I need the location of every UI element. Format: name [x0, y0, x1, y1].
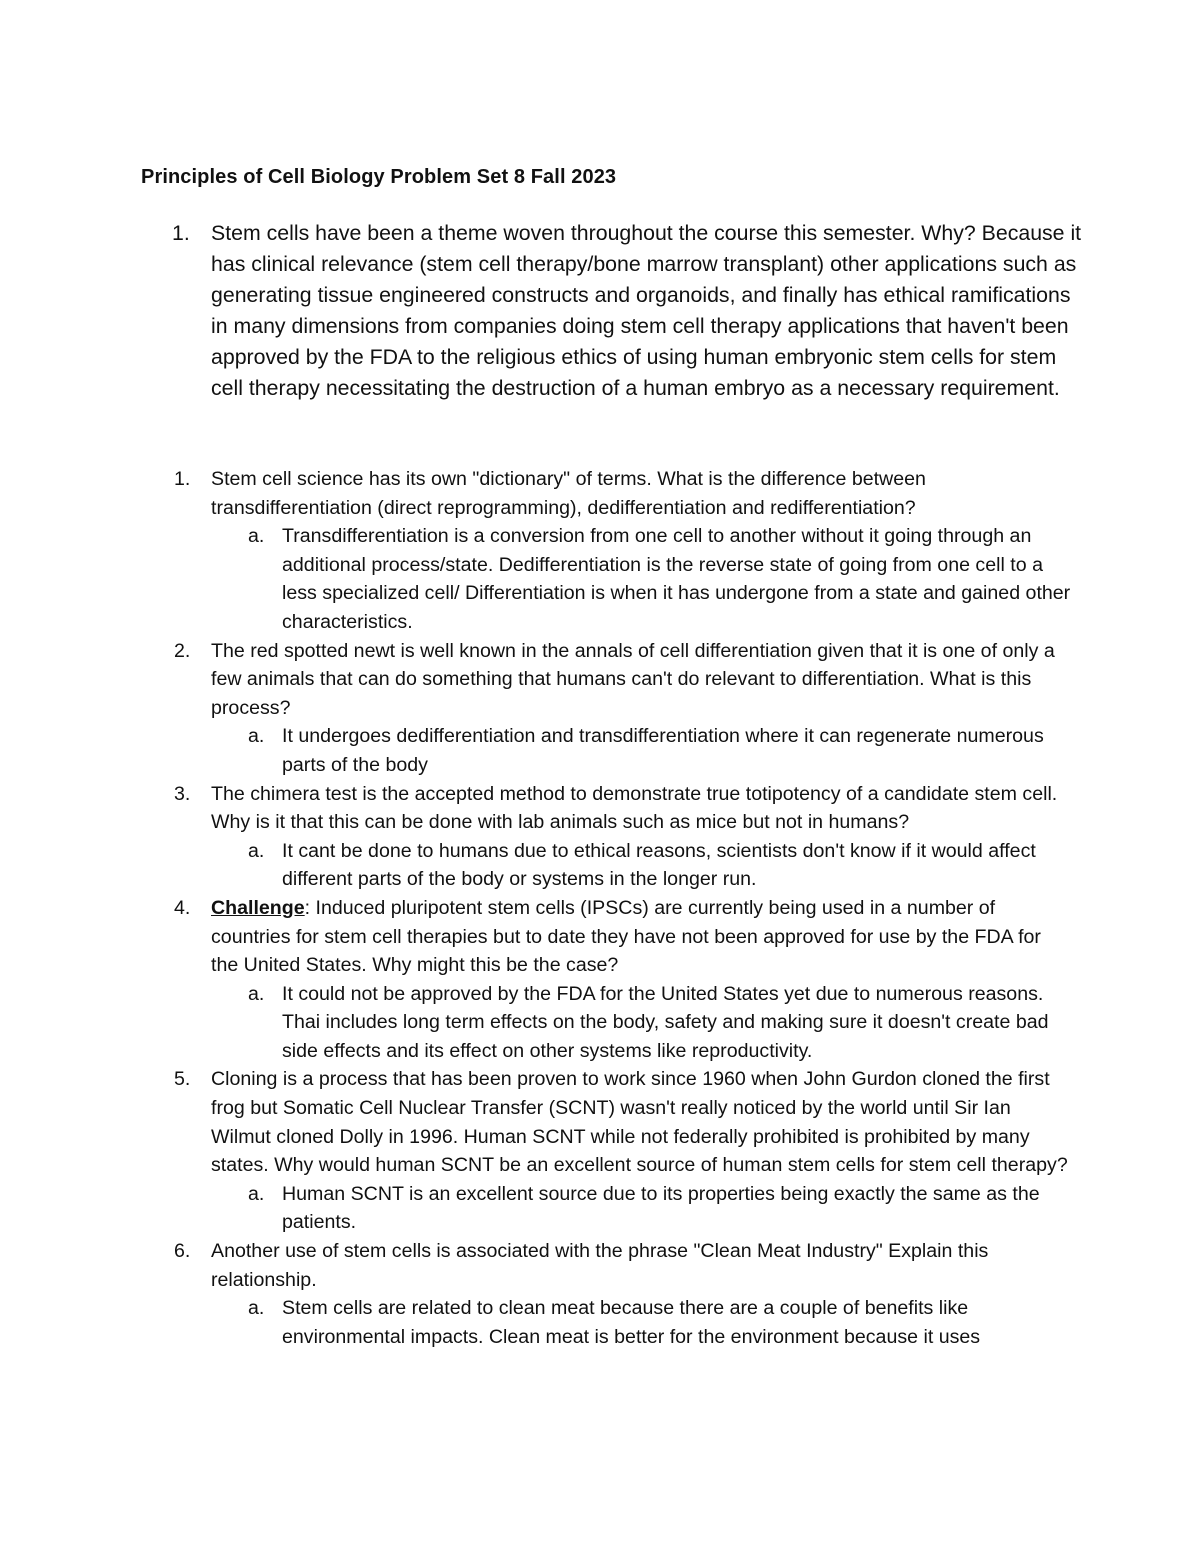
list-item — [0, 1065, 1200, 1179]
answer-item — [0, 1180, 1200, 1237]
question-number: 1. — [174, 468, 191, 490]
answer-marker: a. — [248, 725, 265, 748]
question-text — [211, 894, 1071, 980]
answer-text: Human SCNT is an excellent source due to its properties being exactly the same as the patients. — [282, 1182, 1040, 1234]
page-title: Principles of Cell Biology Problem Set 8 Fall 2023 — [141, 166, 617, 188]
answer-item — [0, 522, 1200, 636]
list-item — [0, 894, 1200, 980]
answer-item — [0, 1294, 1200, 1351]
answer-marker: a. — [248, 525, 265, 548]
answer-text: It undergoes dedifferentiation and transdifferentiation where it can regenerate numerous parts of the body — [282, 725, 1044, 776]
question-text: Cloning is a process that has been proven to work since 1960 when John Gurdon cloned the first frog but Somatic Cell Nuclear Transfer (SCNT) wasn't really noticed by the world until Sir Ian Wilmut cloned Dolly in 1996. Human SCNT while not federally prohibited is prohibited by many states. Why would human SCNT be an excellent source of human stem cells for stem cell therapy? — [211, 1068, 1068, 1177]
question-number: 5. — [174, 1068, 191, 1091]
question-text: Another use of stem cells is associated with the phrase "Clean Meat Industry" Explain this relationship. — [211, 1240, 989, 1291]
answer-marker: a. — [248, 982, 265, 1005]
question-text: The chimera test is the accepted method to demonstrate true totipotency of a candidate stem cell. Why is it that this can be done with lab animals such as mice but not in humans? — [211, 782, 1058, 834]
answer-item — [0, 722, 1200, 779]
answer-text: Transdifferentiation is a conversion from one cell to another without it going through an additional process/state. Dedifferentiation is the reverse state of going from one cell to a less specialized cell/ Differentiation is when it has undergone from a state and gained other characteristics. — [282, 525, 1071, 633]
answer-marker: a. — [248, 1297, 265, 1320]
question-number: 4. — [174, 896, 191, 919]
list-item — [0, 1237, 1200, 1294]
answer-text: Stem cells are related to clean meat because there are a couple of benefits like environmental impacts. Clean meat is better for the environment because it uses — [282, 1297, 981, 1348]
question-body: : Induced pluripotent stem cells (IPSCs) are currently being used in a number of countries for stem cell therapies but to date they have not been approved for use by the FDA for the United States. Why might this be the case? — [211, 896, 1041, 977]
answer-marker: a. — [248, 1182, 265, 1205]
list-item — [0, 780, 1200, 837]
answer-marker: a. — [248, 839, 265, 862]
question-list — [0, 465, 1200, 1351]
question-number: 1. — [172, 221, 190, 245]
list-item — [0, 637, 1200, 723]
question-text: Stem cells have been a theme woven throughout the course this semester. Why? Because it has clinical relevance (stem cell therapy/bone marrow transplant) other applications such as generating tissue engineered constructs and organoids, and finally has ethical ramifications in many dimensions from companies doing stem cell therapy applications that haven't been approved by the FDA to the religious ethics of using human embryonic stem cells for stem cell therapy necessitating the destruction of a human embryo as a necessary requirement. — [211, 221, 1082, 400]
list-item — [0, 465, 1200, 522]
answer-item — [0, 837, 1200, 894]
answer-text: It cant be done to humans due to ethical reasons, scientists don't know if it would affect different parts of the body or systems in the longer run. — [282, 839, 1036, 891]
answer-item — [0, 980, 1200, 1066]
question-number: 3. — [174, 782, 191, 805]
challenge-label: Challenge — [211, 896, 305, 919]
question-text: Stem cell science has its own "dictionary" of terms. What is the difference between transdifferentiation (direct reprogramming), dedifferentiation and redifferentiation? — [211, 468, 926, 519]
question-text: The red spotted newt is well known in the annals of cell differentiation given that it is one of only a few animals that can do something that humans can't do relevant to differentiation. What is this process? — [211, 639, 1055, 719]
question-number: 2. — [174, 639, 191, 662]
question-number: 6. — [174, 1240, 191, 1263]
answer-text: It could not be approved by the FDA for the United States yet due to numerous reasons. Thai includes long term effects on the body, safety and making sure it doesn't create bad side effects and its effect on other systems like reproductivity. — [282, 982, 1049, 1062]
